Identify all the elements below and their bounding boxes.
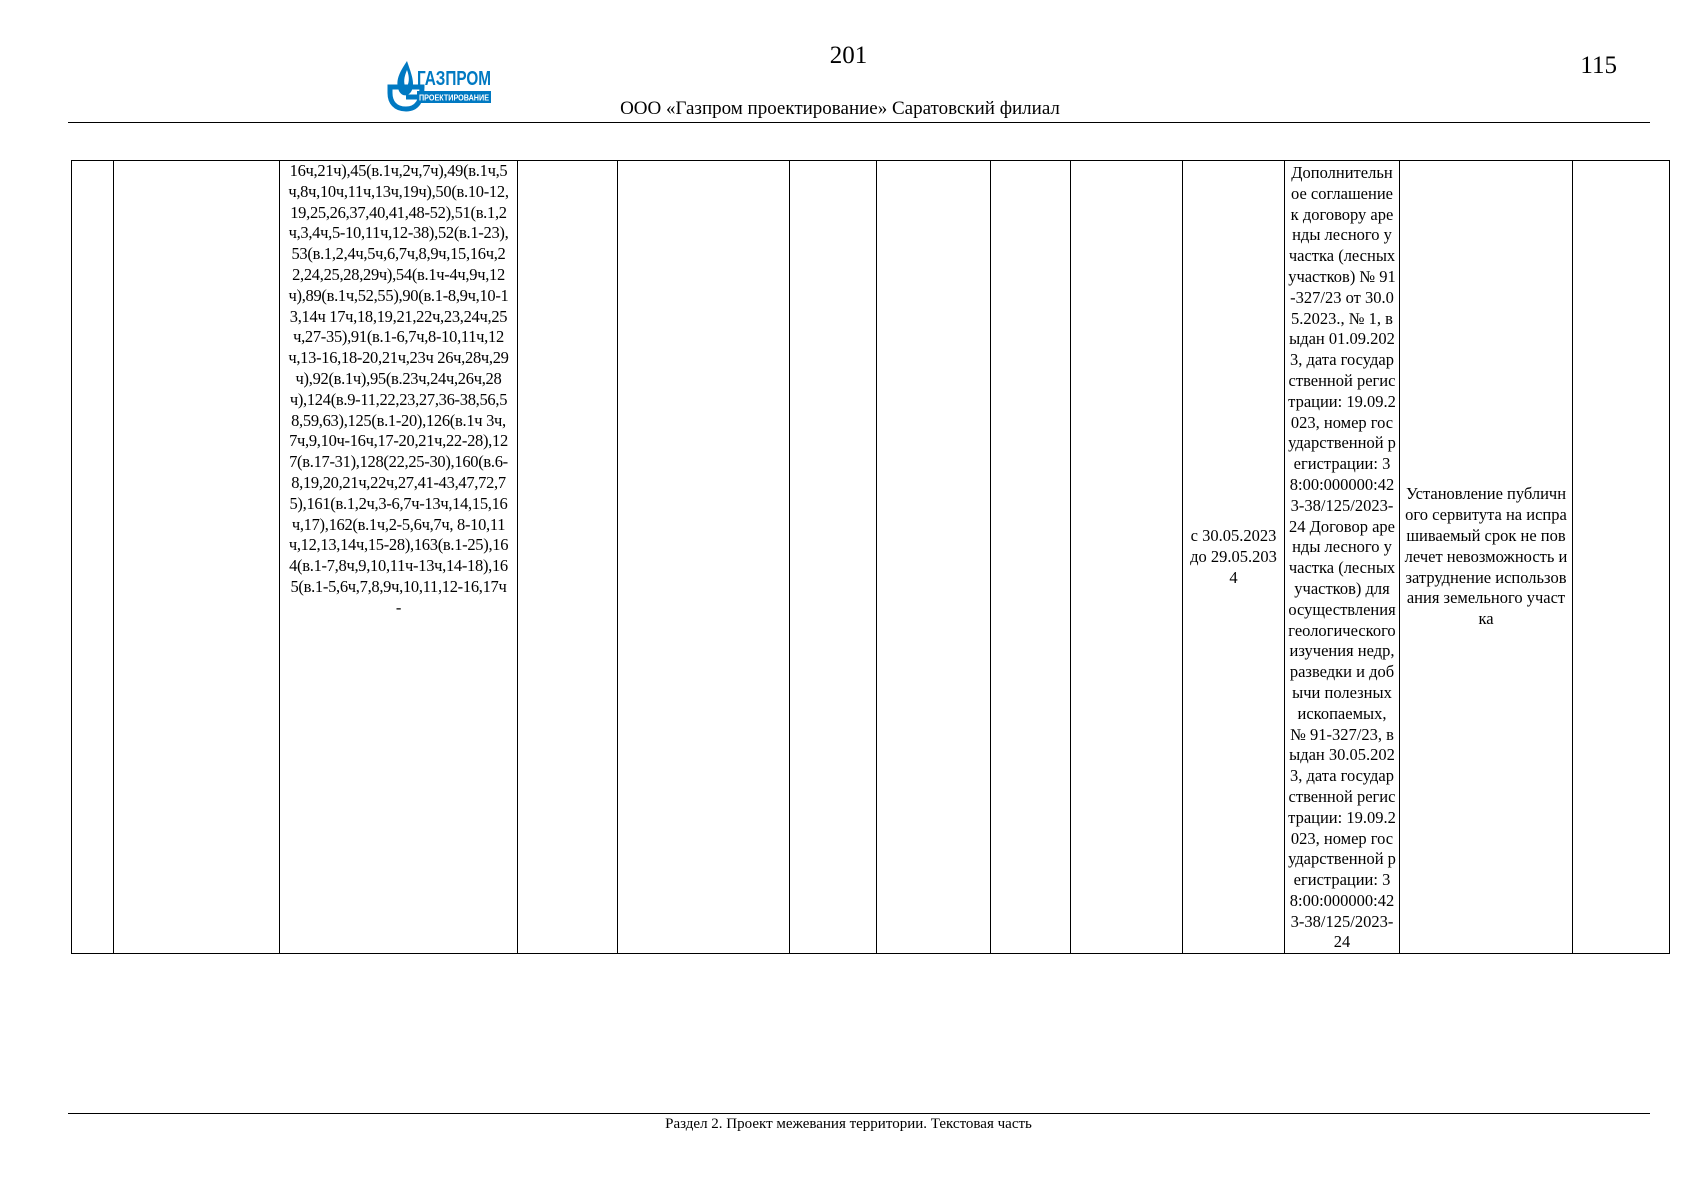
table-cell-empty (114, 161, 280, 954)
gazprom-flame-icon (385, 57, 495, 117)
table-cell-documents: Дополнительное соглашение к договору аренды лесного участка (лесных участков) № 91-327/23 от 30.05.2023., № 1, выдан 01.09.2023, дата государственной регистрации: 19.09.2023, номер государственной регистрации: 38:00:000000:423-38/125/2023-24 Договор аренды лесного участка (лесных участков) для осуществления геологического изучения недр, разведки и добычи полезных ископаемых, № 91-327/23, выдан 30.05.2023, дата государственной регистрации: 19.09.2023, номер государственной регистрации: 38:00:000000:423-38/125/2023-24 (1285, 161, 1400, 954)
table-cell-empty (790, 161, 877, 954)
footer-text: Раздел 2. Проект межевания территории. Текстовая часть (665, 1116, 1032, 1132)
table-cell-empty (618, 161, 790, 954)
table-cell-number (72, 161, 114, 954)
table-cell-empty (991, 161, 1071, 954)
table-cell-empty (1071, 161, 1183, 954)
gazprom-logo (385, 57, 495, 117)
table-cell-empty (877, 161, 991, 954)
header-rule (68, 122, 1650, 123)
svg-text:ПРОЕКТИРОВАНИЕ: ПРОЕКТИРОВАНИЕ (419, 93, 490, 103)
svg-text:ГАЗПРОМ: ГАЗПРОМ (417, 68, 491, 90)
sheet-number: 115 (1580, 52, 1617, 79)
table-cell-empty (518, 161, 618, 954)
table-cell-empty (1573, 161, 1670, 954)
easement-table (71, 160, 1670, 954)
page-number: 201 (829, 42, 868, 69)
table-row (72, 161, 1670, 954)
table-cell-term: с 30.05.2023 до 29.05.2034 (1183, 161, 1285, 954)
table-cell-parcels: 16ч,21ч),45(в.1ч,2ч,7ч),49(в.1ч,5ч,8ч,10ч,11ч,13ч,19ч),50(в.10-12,19,25,26,37,40,41,48-52),51(в.1,2ч,3,4ч,5-10,11ч,12-38),52(в.1-23),53(в.1,2,4ч,5ч,6,7ч,8,9ч,15,16ч,22,24,25,28,29ч),54(в.1ч-4ч,9ч,12ч),89(в.1ч,52,55),90(в.1-8,9ч,10-13,14ч 17ч,18,19,21,22ч,23,24ч,25ч,27-35),91(в.1-6,7ч,8-10,11ч,12ч,13-16,18-20,21ч,23ч 26ч,28ч,29ч),92(в.1ч),95(в.23ч,24ч,26ч,28ч),124(в.9-11,22,23,27,36-38,56,58,59,63),125(в.1-20),126(в.1ч 3ч,7ч,9,10ч-16ч,17-20,21ч,22-28),127(в.17-31),128(22,25-30),160(в.6-8,19,20,21ч,22ч,27,41-43,47,72,75),161(в.1,2ч,3-6,7ч-13ч,14,15,16ч,17),162(в.1ч,2-5,6ч,7ч, 8-10,11ч,12,13,14ч,15-28),163(в.1-25),164(в.1-7,8ч,9,10,11ч-13ч,14-18),165(в.1-5,6ч,7,8,9ч,10,11,12-16,17ч- (280, 161, 518, 954)
footer-rule (68, 1113, 1650, 1114)
table-cell-note: Установление публичного сервитута на испрашиваемый срок не повлечет невозможность и затруднение использования земельного участка (1400, 161, 1573, 954)
organization-title: ООО «Газпром проектирование» Саратовский филиал (620, 98, 1060, 119)
